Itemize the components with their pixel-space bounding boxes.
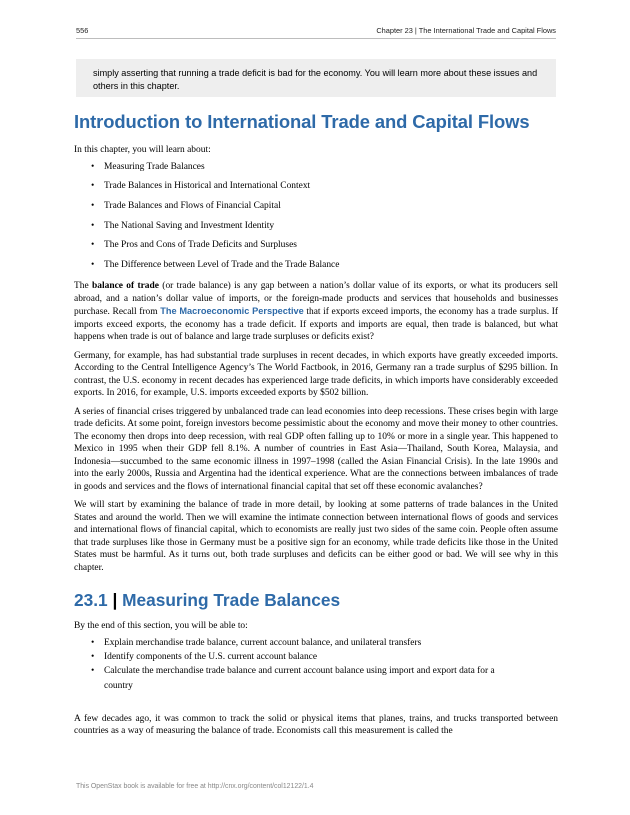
section-title: Measuring Trade Balances [122,590,341,611]
list-item [74,636,524,650]
macroeconomic-perspective-link[interactable]: The Macroeconomic Perspective [160,306,304,317]
bullet-icon: • [91,666,95,677]
bullet-icon: • [91,240,95,251]
topic-text: The Difference between Level of Trade and the Trade Balance [104,259,340,270]
introduction-heading: Introduction to International Trade and Capital Flows [74,111,530,132]
objectives-lead: By the end of this section, you will be able to: [74,621,248,632]
list-item [74,220,558,233]
topic-text: The National Saving and Investment Identity [104,220,275,231]
intro-lead: In this chapter, you will learn about: [74,145,211,155]
bullet-icon: • [91,200,95,211]
page-number: 556 [76,26,89,35]
section-separator: | [112,590,118,611]
section-heading [74,589,558,611]
bullet-icon: • [91,220,95,231]
main-content [74,110,558,738]
balance-of-trade-paragraph: The balance of trade (or trade balance) is any gap between a nation’s dollar value of its exports, or what its producers sell abroad, and a nation’s dollar value of imports, or the foreign-made products and services that households and businesses purchase. Recall from The Macroeconomic Perspective that if exports exceed imports, the economy has a trade surplus. If imports exceed exports, the economy has a trade deficit. If exports and imports are equal, then trade is balanced, but what happens when trade is out of balance and large trade surpluses or deficits exist? [74,281,558,343]
financial-crises-paragraph: A series of financial crises triggered by unbalanced trade can lead economies into deep recessions. These crises begin with large trade deficits. At some point, foreign investors become pessimistic about the economy and move their money to other countries. The economy then drops into deep recession, with real GDP often falling up to 10% or more in a single year. This happened to Mexico in 1995 when their GDP fell 8.1%. A number of countries in East Asia—Thailand, South Korea, Malaysia, and Indonesia—succumbed to the same economic illness in 1997–1998 (called the Asian Financial Crisis). In the late 1990s and into the early 2000s, Russia and Argentina had the identical experience. What are the connections between imbalances of trade in goods and services and the flows of international financial capital that set off these economic avalanches? [74,406,558,492]
topics-list [74,161,558,272]
bullet-icon: • [91,652,95,663]
topic-text: Trade Balances in Historical and International Context [104,181,311,192]
topic-text: Measuring Trade Balances [104,161,205,172]
bullet-icon: • [91,259,95,270]
objective-text: Explain merchandise trade balance, current account balance, and unilateral transfers [104,637,422,648]
callout-text: simply asserting that running a trade deficit is bad for the economy. You will learn more about these issues and others in this chapter. [93,68,538,92]
list-item [74,259,558,272]
topic-text: The Pros and Cons of Trade Deficits and Surpluses [104,240,297,251]
chapter-overview-paragraph: We will start by examining the balance of trade in more detail, by looking at some patterns of trade balances in the United States and around the world. Then we will examine the intimate connection between international flows of goods and services and international flows of financial capital, which to economists are really just two sides of the same coin. People often assume that trade surpluses like those in Germany must be a positive sign for an economy, while trade deficits like those in the United States must be harmful. As it turns out, both trade surpluses and deficits can be either good or bad. We will see why in this chapter. [74,500,558,573]
objective-text: Calculate the merchandise trade balance and current account balance using import and export data for a country [104,666,495,691]
list-item [74,664,524,692]
list-item [74,180,558,193]
objective-text: Identify components of the U.S. current account balance [104,652,318,663]
list-item [74,239,558,252]
bullet-icon: • [91,637,95,648]
section-paragraph: A few decades ago, it was common to track the solid or physical items that planes, trains, and trucks transported between countries as a way of measuring the balance of trade. Economists call this measurement is called the [74,713,558,737]
topic-text: Trade Balances and Flows of Financial Capital [104,200,281,211]
list-item [74,200,558,213]
footer-text: This OpenStax book is available for free at http://cnx.org/content/col12122/1.4 [76,783,314,790]
bullet-icon: • [91,161,95,172]
list-item [74,650,524,664]
objectives-list [74,636,558,693]
page-footer [76,783,314,790]
germany-paragraph: Germany, for example, has had substantial trade surpluses in recent decades, in which exports have greatly exceeded imports. According to the Central Intelligence Agency’s The World Factbook, in 2016, Germany ran a trade surplus of $295 billion. In contrast, the U.S. economy in recent decades has experienced large trade deficits, in which imports have considerably exceeded exports. In 2016, for example, U.S. imports exceeded exports by $502 billion. [74,350,558,399]
header-divider [76,38,556,39]
key-term: balance of trade [92,281,159,292]
bullet-icon: • [91,181,95,192]
chapter-title: Chapter 23 | The International Trade and Capital Flows [376,26,556,35]
callout-box [76,59,556,97]
section-number: 23.1 [74,590,108,611]
list-item [74,161,558,174]
